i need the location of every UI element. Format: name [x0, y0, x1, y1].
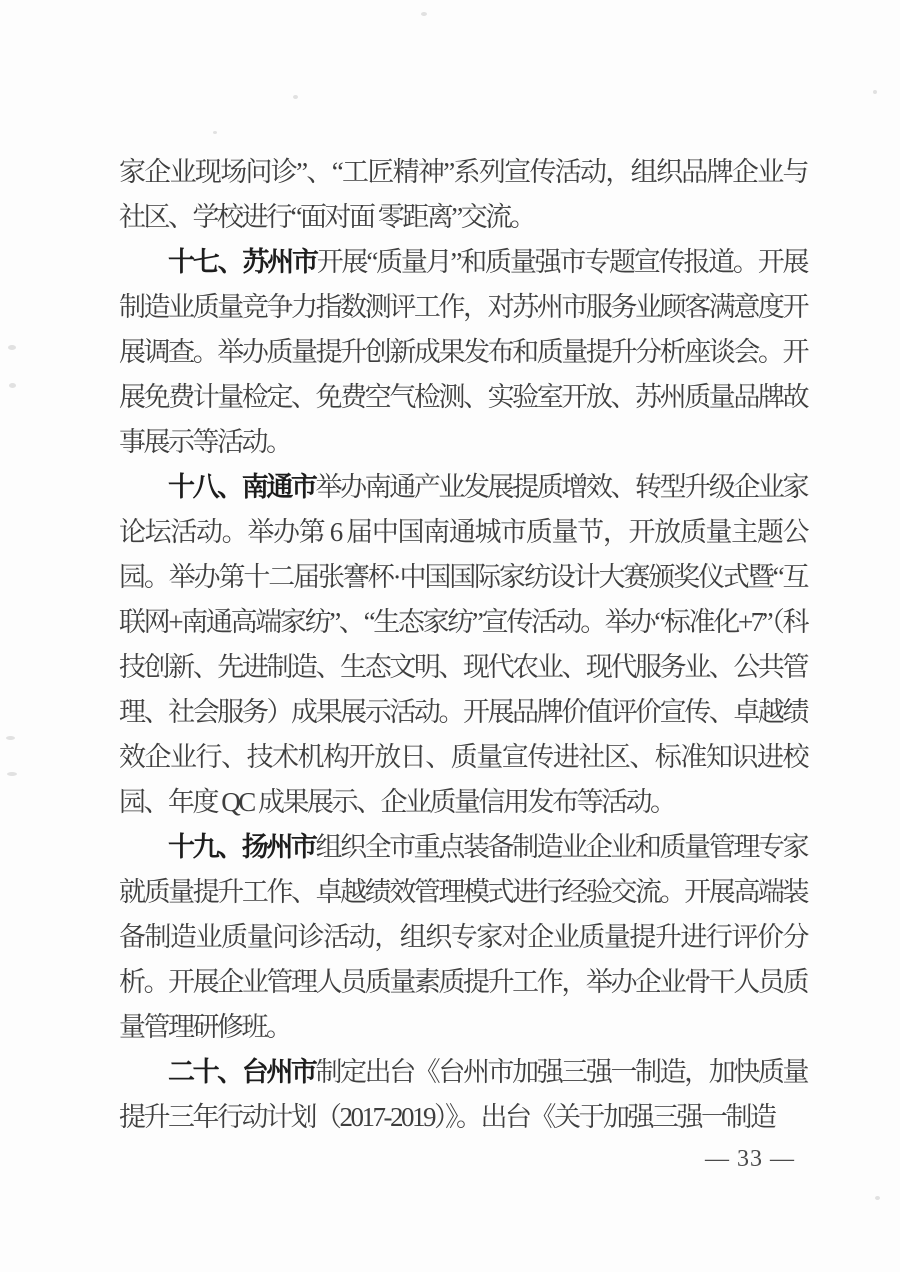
paragraph-continuation: [119, 150, 807, 240]
scan-artifact: [873, 90, 877, 94]
paragraph-text: 制定出台《台州市加强三强一制造，加快质量提升三年行动计划（2017-2019）》。出台《关于加强三强一制造: [119, 1057, 808, 1132]
paragraph-20-taizhou: [119, 1050, 807, 1140]
paragraph-lead: 二十、台州市: [168, 1057, 316, 1087]
paragraph-text: 家企业现场问诊”、“工匠精神”系列宣传活动，组织品牌企业与社区、学校进行“面对面 零距离”交流。: [119, 157, 807, 232]
scan-artifact: [293, 95, 298, 99]
scan-artifact: [213, 131, 217, 134]
scan-artifact: [8, 345, 16, 350]
scan-artifact: [421, 12, 427, 16]
paragraph-lead: 十八、南通市: [168, 472, 316, 502]
paragraph-17-suzhou: [119, 240, 807, 465]
paragraph-lead: 十九、扬州市: [168, 832, 316, 862]
document-text-block: [119, 150, 807, 1140]
paragraph-text: 组织全市重点装备制造业企业和质量管理专家就质量提升工作、卓越绩效管理模式进行经验交流。开展高端装备制造业质量问诊活动，组织专家对企业质量提升进行评价分析。开展企业管理人员质量素质提升工作，举办企业骨干人员质量管理研修班。: [119, 832, 808, 1042]
paragraph-text: 举办南通产业发展提质增效、转型升级企业家论坛活动。举办第 6 届中国南通城市质量节，开放质量主题公园。举办第十二届张謇杯·中国国际家纺设计大赛颁奖仪式暨“互联网+南通高端家纺”、“生态家纺”宣传活动。举办“标准化+7”（科技创新、先进制造、生态文明、现代农业、现代服务业、公共管理、社会服务）成果展示活动。开展品牌价值评价宣传、卓越绩效企业行、技术机构开放日、质量宣传进社区、标准知识进校园、年度 QC 成果展示、企业质量信用发布等活动。: [119, 472, 808, 817]
paragraph-19-yangzhou: [119, 825, 807, 1050]
paragraph-text: 开展“质量月”和质量强市专题宣传报道。开展制造业质量竞争力指数测评工作，对苏州市服务业顾客满意度开展调查。举办质量提升创新成果发布和质量提升分析座谈会。开展免费计量检定、免费空气检测、实验室开放、苏州质量品牌故事展示等活动。: [119, 247, 808, 457]
scan-artifact: [6, 736, 15, 740]
scan-artifact: [9, 383, 16, 388]
paragraph-lead: 十七、苏州市: [168, 247, 317, 277]
paragraph-18-nantong: [119, 465, 807, 825]
scan-artifact: [7, 772, 17, 776]
scan-artifact: [875, 1196, 880, 1200]
page-number: — 33 —: [705, 1146, 795, 1172]
